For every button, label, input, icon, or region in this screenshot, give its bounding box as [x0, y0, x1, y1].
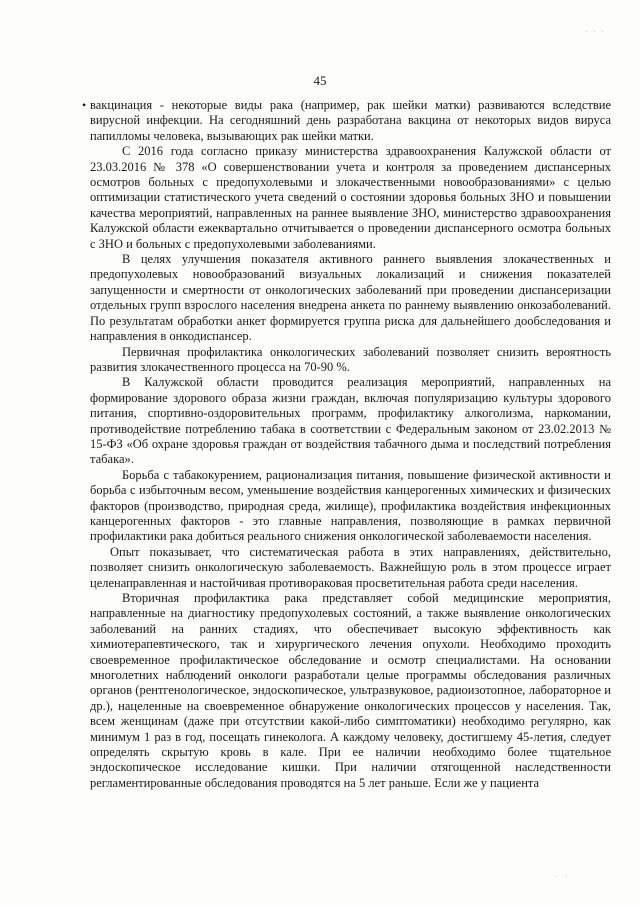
paragraph-order-378: С 2016 года согласно приказу министерства здравоохранения Калужской области от 23.03.2016 № 378 «О совершенствовании учета и контроля за проведением диспансерных осмотров больных с предопухолевыми и злокачественными новообразованиями» с целью оптимизации статистического учета сведений о состоянии здоровья больных ЗНО и повышении качества мероприятий, направленных на раннее выявление ЗНО, министерство здравоохранения Калужской области ежеквартально отчитывается о проведении диспансерного осмотра больных с ЗНО и больных с предопухолевыми заболеваниями. — [90, 144, 611, 251]
document-body — [82, 98, 611, 791]
bullet-icon: • — [82, 98, 87, 112]
paragraph-healthy-lifestyle: В Калужской области проводится реализация мероприятий, направленных на формирование здорового образа жизни граждан, включая популяризацию культуры здорового питания, спортивно-оздоровительных программ, профилактику алкоголизма, наркомании, противодействие потреблению табака в соответствии с Федеральным законом от 23.02.2013 № 15-ФЗ «Об охране здоровья граждан от воздействия табачного дыма и последствий потребления табака». — [90, 375, 611, 467]
paragraph-secondary-prevention: Вторичная профилактика рака представляет собой медицинские мероприятия, направленные на диагностику предопухолевых состояний, а также выявление онкологических заболеваний на ранних стадиях, что обеспечивает высокую эффективность как химиотерапевтического, так и хирургического лечения опухоли. Необходимо проходить своевременное профилактическое обследование и осмотр специалистами. На основании многолетних наблюдений онкологи разработали целые программы обследования различных органов (рентгенологическое, эндоскопическое, ультразвуковое, радиоизотопное, лабораторное и др.), нацеленные на своевременное обнаружение онкологических процессов у населения. Так, всем женщинам (даже при отсутствии какой-либо симптоматики) необходимо регулярно, как минимум 1 раз в год, посещать гинеколога. А каждому человеку, достигшему 45-летия, следует определять скрытую кровь в кале. При ее наличии необходимо более тщательное эндоскопическое исследование кишки. При наличии отягощенной наследственности регламентированные обследования проводятся на 5 лет раньше. Если же у пациента — [90, 591, 611, 790]
scan-artifact-bottom: · · — [554, 873, 570, 881]
bullet-item — [82, 98, 611, 144]
paragraph-vaccination: вакцинация - некоторые виды рака (например, рак шейки матки) развиваются вследствие вирусной инфекции. На сегодняшний день разработана вакцина от некоторых видов вируса папилломы человека, вызывающих рак шейки матки. — [90, 98, 611, 143]
paragraph-risk-factors: Борьба с табакокурением, рационализация питания, повышение физической активности и борьба с избыточным весом, уменьшение воздействия канцерогенных химических и физических факторов (производство, природная среда, жилище), профилактика воздействия инфекционных канцерогенных факторов - это главные направления, позволяющие в рамках первичной профилактики рака добиться реального снижения онкологической заболеваемости населения. — [90, 467, 611, 544]
paragraph-experience: Опыт показывает, что систематическая работа в этих направлениях, действительно, позволяет снизить онкологическую заболеваемость. Важнейшую роль в этом процессе играет целенаправленная и настойчивая противораковая просветительная работа среди населения. — [90, 544, 611, 590]
paragraph-primary-prevention: Первичная профилактика онкологических заболеваний позволяет снизить вероятность развития злокачественного процесса на 70-90 %. — [90, 344, 611, 374]
paragraph-early-detection: В целях улучшения показателя активного раннего выявления злокачественных и предопухолевых новообразований визуальных локализаций и снижения показателей запущенности и смертности от онкологических заболеваний при проведении диспансеризации отдельных групп взрослого населения внедрена анкета по раннему выявлению онкозаболеваний. По результатам обработки анкет формируется группа риска для дальнейшего дообследования и направления в онкодиспансер. — [90, 252, 611, 344]
scan-artifact: · · · — [585, 28, 606, 36]
page-number: 45 — [313, 73, 327, 88]
